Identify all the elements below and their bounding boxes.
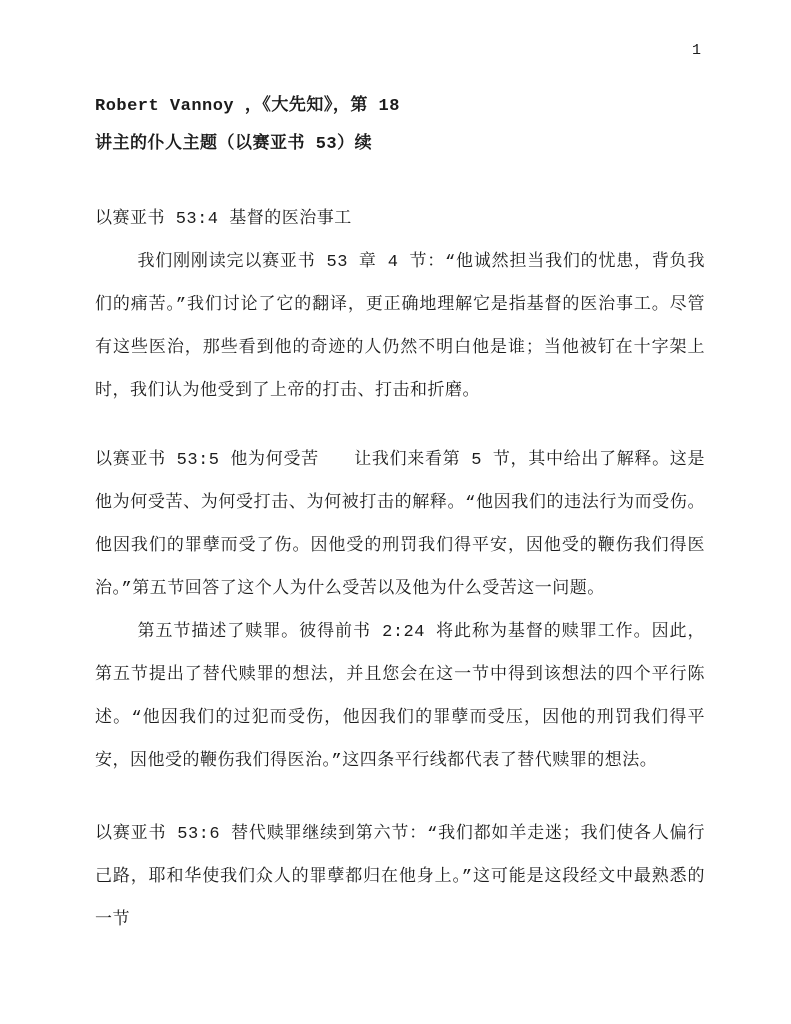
paragraph-isaiah-53-5: 以赛亚书 53:5 他为何受苦 让我们来看第 5 节，其中给出了解释。这是他为何受苦、为何受打击、为何被打击的解释。“他因我们的违法行为而受伤。他因我们的罪孽而受了伤。因他受的刑罚我们得平安，因他受的鞭伤我们得医治。”第五节回答了这个人为什么受苦以及他为什么受苦这一问题。 [95, 451, 705, 599]
paragraph-isaiah-53-6: 以赛亚书 53:6 替代赎罪继续到第六节：“我们都如羊走迷；我们使各人偏行己路，耶和华使我们众人的罪孽都归在他身上。”这可能是这段经文中最熟悉的一节 [95, 825, 705, 930]
page-number: 1 [691, 42, 701, 59]
document-title-line2: 讲主的仆人主题（以赛亚书 53）续 [95, 135, 373, 154]
paragraph-atonement: 第五节描述了赎罪。彼得前书 2:24 将此称为基督的赎罪工作。因此，第五节提出了替代赎罪的想法，并且您会在这一节中得到该想法的四个平行陈述。“他因我们的过犯而受伤，他因我们的罪孽而受压，因他的刑罚我们得平安，因他受的鞭伤我们得医治。”这四条平行线都代表了替代赎罪的想法。 [95, 623, 705, 771]
document-title-line1: Robert Vannoy ，《大先知》，第 18 [95, 97, 400, 116]
section-heading-isaiah-53-4: 以赛亚书 53:4 基督的医治事工 [95, 210, 352, 229]
paragraph-isaiah-53-4-body: 我们刚刚读完以赛亚书 53 章 4 节：“他诚然担当我们的忧患，背负我们的痛苦。”我们讨论了它的翻译，更正确地理解它是指基督的医治事工。尽管有这些医治，那些看到他的奇迹的人仍然不明白他是谁；当他被钉在十字架上时，我们认为他受到了上帝的打击、打击和折磨。 [95, 253, 705, 401]
document-header [95, 88, 705, 164]
